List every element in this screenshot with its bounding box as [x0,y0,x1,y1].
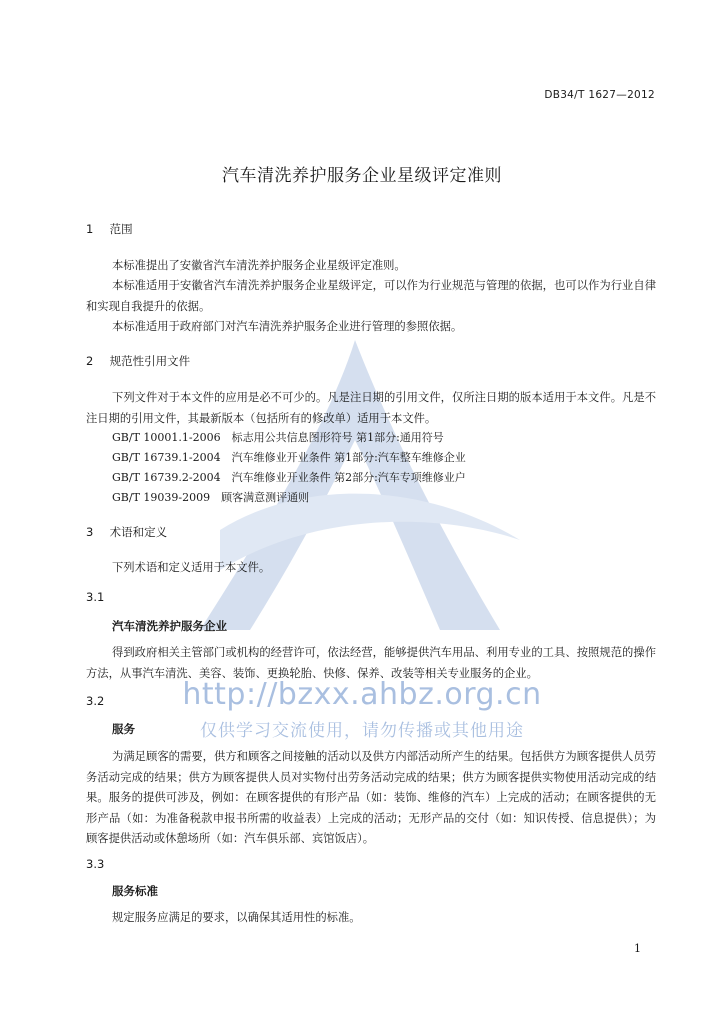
paragraph: 下列文件对于本文件的应用是必不可少的。凡是注日期的引用文件，仅所注日期的版本适用于本文件。凡是不注日期的引用文件，其最新版本（包括所有的修改单）适用于本文件。 [86,391,656,425]
term-number: 3.1 [86,590,105,604]
section-heading-normative [86,353,190,369]
paragraph: 本标准适用于安徽省汽车清洗养护服务企业星级评定，可以作为行业规范与管理的依据，也可以作为行业自律和实现自我提升的依据。 [86,279,656,313]
section-number: 2 [86,354,94,368]
section-number: 1 [86,222,94,236]
watermark-url: http://bzxx.ahbz.org.cn [182,677,542,712]
paragraph: 本标准提出了安徽省汽车清洗养护服务企业星级评定准则。 [112,259,406,272]
reference-item: GB/T 16739.1-2004 汽车维修业开业条件 第1部分:汽车整车维修企业 [112,451,466,464]
section-title: 范围 [109,222,133,236]
reference-item: GB/T 10001.1-2006 标志用公共信息图形符号 第1部分:通用符号 [112,431,444,444]
term-definition: 规定服务应满足的要求，以确保其适用性的标准。 [112,911,361,924]
page-number: 1 [634,942,641,955]
section-title: 规范性引用文件 [109,354,191,368]
term-definition: 为满足顾客的需要，供方和顾客之间接触的活动以及供方内部活动所产生的结果。包括供方为顾客提供人员劳务活动完成的结果；供方为顾客提供人员对实物付出劳务活动完成的结果；供方为顾客提供实物使用活动完成的结果。服务的提供可涉及，例如：在顾客提供的有形产品（如：装饰、维修的汽车）上完成的活动；在顾客提供的无形产品（如：为准备税款申报书所需的收益表）上完成的活动；无形产品的交付（如：知识传授、信息提供）；为顾客提供活动或休憩场所（如：汽车俱乐部、宾馆饭店）。 [86,750,656,845]
document-title: 汽车清洗养护服务企业星级评定准则 [222,166,502,186]
paragraph: 下列术语和定义适用于本文件。 [112,561,271,574]
term-definition: 得到政府相关主管部门或机构的经营许可，依法经营，能够提供汽车用品、利用专业的工具、按照规范的操作方法，从事汽车清洗、美容、装饰、更换轮胎、快修、保养、改装等相关专业服务的企业。 [86,646,656,680]
section-number: 3 [86,525,94,539]
watermark-note: 仅供学习交流使用，请勿传播或其他用途 [200,721,524,741]
section-title: 术语和定义 [109,525,168,539]
term-number: 3.3 [86,857,105,871]
term-name: 服务 [112,722,135,736]
reference-item: GB/T 19039-2009 顾客满意测评通则 [112,491,310,504]
paragraph: 本标准适用于政府部门对汽车清洗养护服务企业进行管理的参照依据。 [112,320,463,333]
term-name: 汽车清洗养护服务企业 [112,619,227,633]
standard-code: DB34/T 1627—2012 [544,89,655,101]
term-name: 服务标准 [112,884,158,898]
reference-item: GB/T 16739.2-2004 汽车维修业开业条件 第2部分:汽车专项维修业户 [112,471,466,484]
section-heading-scope [86,221,133,237]
term-number: 3.2 [86,694,105,708]
section-heading-terms [86,524,167,540]
